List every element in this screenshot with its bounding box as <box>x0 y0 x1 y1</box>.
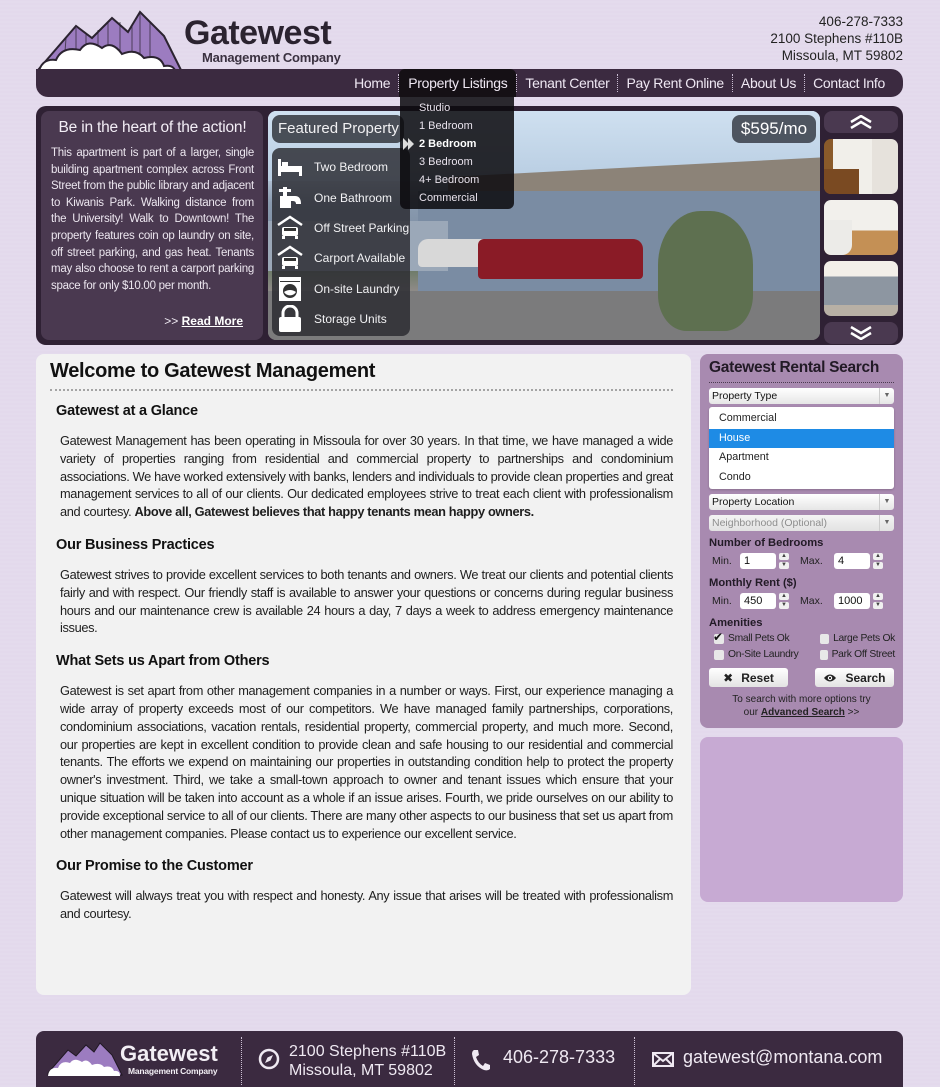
section-heading: Gatewest at a Glance <box>56 403 198 419</box>
section-text-body: Gatewest Management has been operating in Missoula for over 30 years. In that time, we have managed a wide variety of properties ranging from residential and commercial property to partnerships and condominium associations. We have worked extensively with banks, lenders and individuals to provide clean properties and great management services to all of our clients. Our dedicated employees strive to treat each client with professionalism and courtesy. <box>60 433 673 520</box>
search-button[interactable] <box>815 668 894 687</box>
stepper-down-icon[interactable]: ▼ <box>779 602 789 609</box>
nav-tenant-center[interactable]: Tenant Center <box>525 75 610 91</box>
chevron-down-icon: ▼ <box>879 515 894 531</box>
dropdown-item-3-bedroom[interactable]: 3 Bedroom <box>419 156 473 168</box>
photo-tree <box>658 211 753 331</box>
nav-home[interactable]: Home <box>354 75 391 91</box>
photo-truck <box>478 239 643 279</box>
advanced-search-link[interactable]: Advanced Search <box>760 707 845 718</box>
dropdown-item-2-bedroom[interactable] <box>400 135 514 153</box>
price-tag: $595/mo <box>732 115 816 143</box>
thumbnail-scroll-down-button[interactable] <box>824 322 898 344</box>
option-house[interactable]: House <box>709 429 894 449</box>
footer-address-line2: Missoula, MT 59802 <box>289 1062 433 1079</box>
footer-address <box>289 1042 446 1080</box>
amenity-label: Storage Units <box>314 312 387 327</box>
featured-property-title: Featured Property <box>272 115 404 143</box>
amenity-label: Two Bedroom <box>314 160 389 175</box>
checkbox-small-pets[interactable] <box>709 631 815 646</box>
footer-phone[interactable]: 406-278-7333 <box>503 1047 616 1067</box>
option-condo[interactable]: Condo <box>719 470 751 483</box>
stepper-down-icon[interactable]: ▼ <box>779 562 789 569</box>
sidebar-placeholder-box <box>700 737 903 902</box>
section-heading: Our Promise to the Customer <box>56 858 253 875</box>
stepper-up-icon[interactable]: ▲ <box>873 593 883 600</box>
phone-icon <box>470 1048 492 1072</box>
checkbox-icon[interactable] <box>714 650 724 660</box>
checkbox-icon[interactable] <box>820 650 828 660</box>
property-location-select[interactable] <box>709 494 894 510</box>
section-heading: Our Business Practices <box>56 536 215 553</box>
section-text <box>60 432 673 521</box>
dropdown-item-commercial[interactable]: Commercial <box>419 192 478 204</box>
carport-icon <box>276 245 304 271</box>
bedrooms-min-stepper[interactable] <box>779 553 789 569</box>
checkbox-park-off-street[interactable] <box>815 647 895 662</box>
bedrooms-range <box>709 551 894 571</box>
bedrooms-max-input[interactable]: 4 <box>834 553 870 569</box>
faucet-icon <box>276 185 304 211</box>
bedrooms-min-input[interactable]: 1 <box>740 553 776 569</box>
property-type-select[interactable] <box>709 388 894 404</box>
min-label: Min. <box>712 595 732 607</box>
page-title: Welcome to Gatewest Management <box>50 360 673 391</box>
rental-search-panel <box>700 354 903 728</box>
x-icon: ✖ <box>723 670 734 685</box>
stepper-down-icon[interactable]: ▼ <box>873 562 883 569</box>
checkbox-label: Park Off Street <box>831 649 895 660</box>
main-nav <box>36 69 903 97</box>
checkbox-label: Large Pets Ok <box>833 633 895 644</box>
dropdown-item-4-plus-bedroom[interactable]: 4+ Bedroom <box>419 174 480 186</box>
chevron-down-icon: ▼ <box>879 388 894 404</box>
amenity-item <box>272 182 410 212</box>
amenity-item <box>272 243 410 273</box>
option-apartment[interactable]: Apartment <box>719 451 769 463</box>
select-value: Property Type <box>712 390 778 402</box>
nav-contact-info[interactable]: Contact Info <box>813 75 885 91</box>
header-address-line2: Missoula, MT 59802 <box>781 48 903 63</box>
amenity-label: One Bathroom <box>314 190 393 205</box>
footer <box>36 1031 903 1087</box>
neighborhood-select[interactable] <box>709 515 894 531</box>
footer-logo-subtitle: Management Company <box>128 1066 218 1076</box>
section-heading: What Sets us Apart from Others <box>56 653 270 670</box>
footer-logo[interactable] <box>46 1041 236 1081</box>
lock-icon <box>276 306 304 332</box>
logo-subtitle: Management Company <box>202 50 341 65</box>
header-address-line1: 2100 Stephens #110B <box>770 31 903 46</box>
thumbnail-bathroom[interactable] <box>824 200 898 255</box>
nav-pay-rent-online[interactable]: Pay Rent Online <box>626 75 724 91</box>
footer-email[interactable]: gatewest@montana.com <box>683 1047 883 1067</box>
thumbnail-storage[interactable] <box>824 261 898 316</box>
checkbox-label: Small Pets Ok <box>728 633 790 644</box>
double-chevron-up-icon <box>849 115 873 129</box>
dropdown-item-studio[interactable]: Studio <box>419 102 451 114</box>
amenities-label: Amenities <box>709 617 763 629</box>
bed-icon <box>276 154 304 180</box>
property-type-options <box>709 407 894 489</box>
mountain-logo-icon <box>36 10 186 78</box>
footer-divider <box>634 1037 635 1085</box>
logo-title: Gatewest <box>184 14 332 52</box>
footer-divider <box>241 1037 242 1085</box>
checkbox-checked-icon[interactable] <box>714 634 724 644</box>
thumbnail-scroll-up-button[interactable] <box>824 111 898 133</box>
section-text: Gatewest will always treat you with respect and honesty. Any issue that arises will be treated with professionalism and courtesy. <box>60 888 673 922</box>
main-content <box>36 354 691 995</box>
nav-about-us[interactable]: About Us <box>740 75 797 91</box>
chevron-down-icon: ▼ <box>879 494 894 510</box>
select-value: Property Location <box>712 496 795 508</box>
read-more-prefix: >> <box>164 314 179 328</box>
rent-max-input[interactable]: 1000 <box>834 593 870 609</box>
amenity-label: On-site Laundry <box>314 281 400 296</box>
dropdown-item-1-bedroom[interactable]: 1 Bedroom <box>419 120 473 132</box>
section-text: Gatewest is set apart from other management companies in a number or ways. First, our experience managing a wide array of property exceeds most of our competitors. We have managed family partnerships, corporations, condominium associations, vacation rentals, residential property, commercial property, and much more. Second, our properties are kept in excellent condition to provide clean and safe housing to our residential and commercial tenants. The efforts we expend on maintaining our properties in outstanding condition help to protect the property owner's investment. Third, we take a small-town approach to owner and tenant issues which ensure that your unique situation will be taken into account as a whole if an issue arises. Fourth, we pride ourselves on our ability to provide exceptional service to all of our clients. There are many other aspects to our business that set us apart from other management companies. Please contact us to experience our excellent service. <box>60 683 673 841</box>
advanced-search-prefix: To search with more options try <box>732 694 871 705</box>
intro-box <box>41 111 263 340</box>
amenity-item <box>272 274 410 304</box>
amenities-checkboxes <box>709 631 894 662</box>
search-title: Gatewest Rental Search <box>709 359 894 383</box>
thumbnail-strip <box>824 111 899 344</box>
section-text-emphasis: Above all, Gatewest believes that happy tenants mean happy owners. <box>134 504 534 520</box>
double-chevron-down-icon <box>849 326 873 340</box>
stepper-up-icon[interactable]: ▲ <box>873 553 883 560</box>
intro-title: Be in the heart of the action! <box>58 119 247 136</box>
advanced-search-suffix: >> <box>847 707 860 718</box>
footer-logo-title: Gatewest <box>120 1041 218 1066</box>
dropdown-item-label: 2 Bedroom <box>419 138 477 150</box>
amenity-item <box>272 152 410 182</box>
intro-text: This apartment is part of a larger, single building apartment complex across Front Street from the public library and adjacent to Kiwanis Park. Walking distance from the University! Walk to Downtown! The property features coin op laundry on site, off street parking, and gas heat. Tenants may also choose to rent a carport parking space for only $10.00 per month. <box>51 147 254 292</box>
checkbox-label: On-Site Laundry <box>728 649 799 660</box>
rent-max-stepper[interactable] <box>873 593 883 609</box>
advanced-search-our: our <box>743 707 759 718</box>
rent-range <box>709 591 894 611</box>
garage-car-icon <box>276 215 304 241</box>
eye-icon <box>823 673 837 683</box>
select-value: Neighborhood (Optional) <box>712 517 827 529</box>
property-listings-dropdown <box>400 97 514 209</box>
compass-icon <box>258 1048 280 1070</box>
read-more-link[interactable]: Read More <box>181 314 243 328</box>
reset-button[interactable] <box>709 668 788 687</box>
amenity-label: Off Street Parking <box>314 220 410 235</box>
bedrooms-label: Number of Bedrooms <box>709 537 824 549</box>
nav-property-listings[interactable]: Property Listings <box>399 69 516 97</box>
amenity-item <box>272 213 410 243</box>
amenity-item <box>272 304 410 334</box>
mail-icon <box>652 1052 674 1067</box>
min-label: Min. <box>712 555 732 567</box>
double-chevron-right-icon <box>402 137 416 151</box>
rent-min-stepper[interactable] <box>779 593 789 609</box>
stepper-up-icon[interactable]: ▲ <box>779 593 789 600</box>
reset-label: Reset <box>741 670 774 685</box>
checkbox-onsite-laundry[interactable] <box>709 647 815 662</box>
read-more <box>164 314 243 328</box>
rent-min-input[interactable]: 450 <box>740 593 776 609</box>
washer-icon <box>276 276 304 302</box>
footer-address-line1: 2100 Stephens #110B <box>289 1043 447 1060</box>
checkbox-large-pets[interactable] <box>815 631 895 646</box>
bedrooms-max-stepper[interactable] <box>873 553 883 569</box>
search-actions <box>709 668 894 687</box>
amenity-label: Carport Available <box>314 251 406 266</box>
option-commercial[interactable]: Commercial <box>719 412 777 424</box>
advanced-search-note <box>709 693 894 719</box>
mountain-logo-icon <box>46 1041 124 1077</box>
footer-divider <box>454 1037 455 1085</box>
checkbox-icon[interactable] <box>820 634 829 644</box>
section-text: Gatewest strives to provide excellent services to both tenants and owners. We treat our clients and potential clients fairly and with respect. Our friendly staff is available to answer your questions or concerns during regular business hours and our maintenance crew is available 24 hours a day, 7 days a week to address emergency maintenance issues. <box>60 566 673 636</box>
search-label: Search <box>845 670 886 685</box>
amenity-list <box>272 148 410 336</box>
rent-label: Monthly Rent ($) <box>709 577 797 589</box>
thumbnail-kitchen[interactable] <box>824 139 898 194</box>
stepper-up-icon[interactable]: ▲ <box>779 553 789 560</box>
max-label: Max. <box>800 555 823 567</box>
header-phone: 406-278-7333 <box>818 14 903 29</box>
stepper-down-icon[interactable]: ▼ <box>873 602 883 609</box>
header-contact <box>770 13 903 64</box>
max-label: Max. <box>800 595 823 607</box>
